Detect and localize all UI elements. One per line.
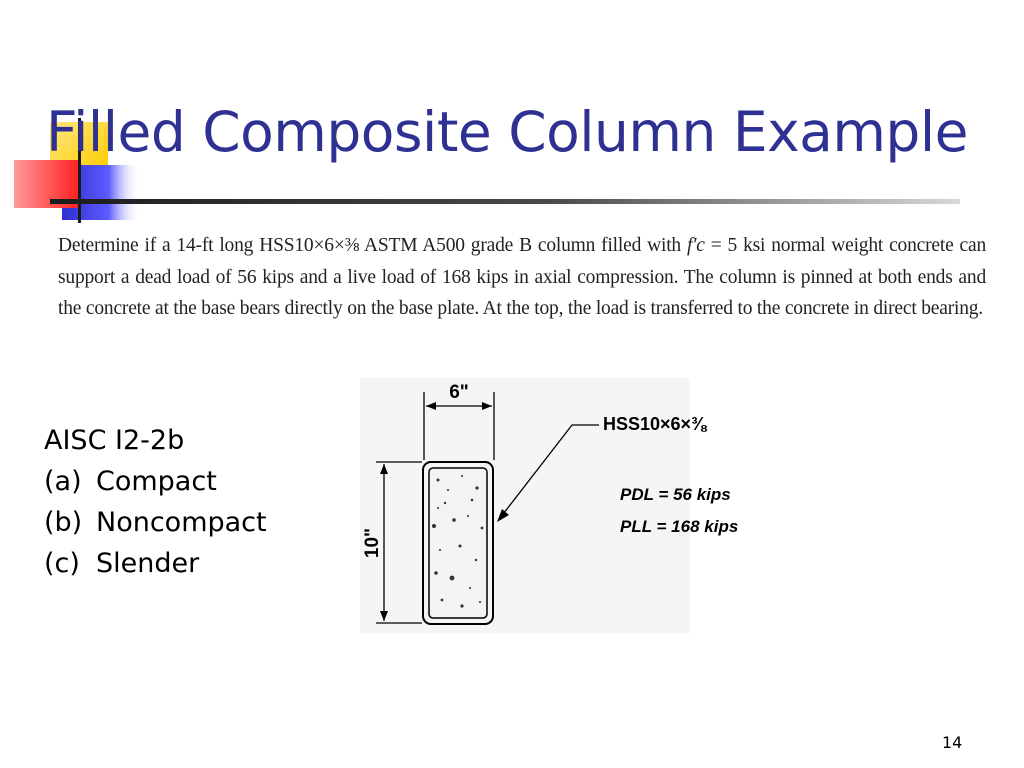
section-label: HSS10×6×⅜: [603, 414, 707, 434]
live-load-label: PLL = 168 kips: [620, 517, 739, 536]
list-item: [44, 461, 267, 502]
option-text: Compact: [96, 466, 217, 497]
problem-statement: [58, 230, 986, 325]
width-dimension-label: 6": [449, 382, 469, 403]
title-underline: [50, 199, 960, 204]
slide-title: Filled Composite Column Example: [46, 100, 968, 164]
list-item: [44, 543, 267, 584]
concrete-strength-symbol: f′c: [686, 235, 705, 256]
reference-heading: AISC I2-2b: [44, 425, 185, 456]
reference-list: [44, 420, 267, 584]
problem-text-part2: = 5 ksi normal weight concrete can support a dead load of 56 kips and a live load of 168 kips in axial compression. The column is pinned at both ends and the concrete at the base bears directly on the base plate. At the top, the load is transferred to the concrete in direct bearing.: [58, 235, 986, 319]
list-item: [44, 502, 267, 543]
option-text: Noncompact: [96, 507, 267, 538]
option-label: (b): [44, 507, 83, 538]
page-number: 14: [942, 733, 963, 752]
option-text: Slender: [96, 548, 200, 579]
hss-section-figure: [350, 378, 750, 638]
concrete-fill: [429, 468, 487, 618]
option-label: (c): [44, 548, 80, 579]
height-dimension-label: 10": [362, 527, 383, 559]
option-label: (a): [44, 466, 82, 497]
dead-load-label: PDL = 56 kips: [620, 485, 731, 504]
problem-text-part1: Determine if a 14-ft long HSS10×6×⅜ ASTM A500 grade B column filled with: [58, 235, 687, 256]
